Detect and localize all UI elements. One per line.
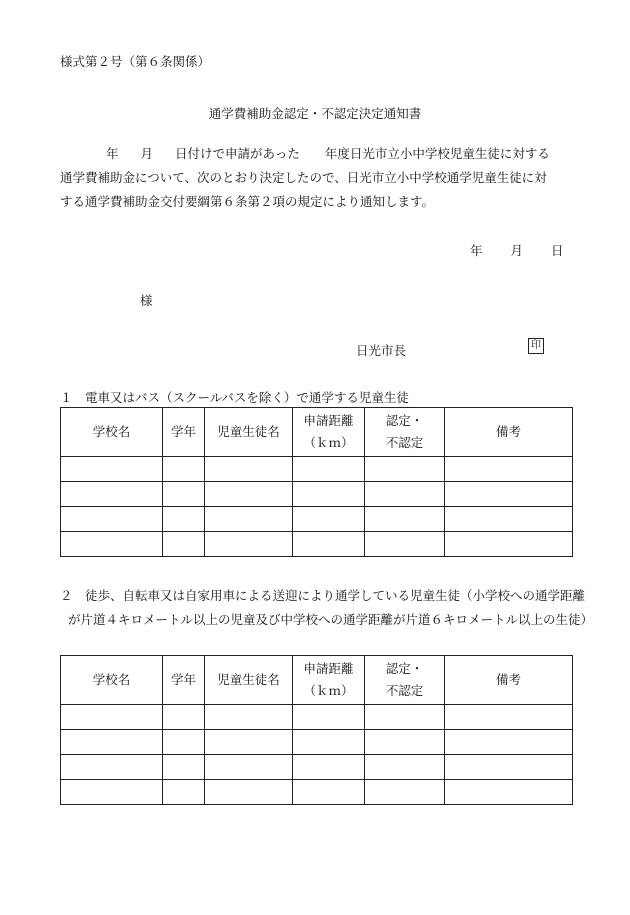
cell[interactable] <box>61 457 163 482</box>
cell[interactable] <box>163 457 205 482</box>
cell[interactable] <box>365 507 445 532</box>
header-grade: 学年 <box>163 408 205 457</box>
document-title: 通学費補助金認定・不認定決定通知書 <box>208 106 422 121</box>
body-line-2: 通学費補助金について、次のとおり決定したので、日光市立小中学校通学児童生徒に対 <box>60 170 547 185</box>
date-year: 年 <box>470 243 483 258</box>
cell[interactable] <box>365 532 445 557</box>
body-year-label: 年 <box>106 146 119 161</box>
cell[interactable] <box>61 730 163 755</box>
header-distance-line2: （ｋｍ） <box>303 435 354 450</box>
cell[interactable] <box>61 755 163 780</box>
cell[interactable] <box>293 482 365 507</box>
date-day: 日 <box>551 243 564 258</box>
cell[interactable] <box>293 780 365 805</box>
cell[interactable] <box>61 532 163 557</box>
section-2-heading: ２ 徒歩、自転車又は自家用車による送迎により通学している児童生徒（小学校への通学距離が片道４キロメートル以上の児童及び中学校への通学距離が片道６キロメートル以上の生徒） <box>60 588 594 627</box>
body-line-1-text: 日付けで申請があった 年度日光市立小中学校児童生徒に対する <box>175 146 550 161</box>
cell[interactable] <box>365 730 445 755</box>
form-number: 様式第２号（第６条関係） <box>60 54 211 69</box>
cell[interactable] <box>445 532 573 557</box>
header-remarks: 備考 <box>445 656 573 705</box>
table-row <box>61 482 573 507</box>
cell[interactable] <box>365 705 445 730</box>
cell[interactable] <box>205 705 293 730</box>
body-line-1 <box>60 142 580 166</box>
cell[interactable] <box>365 755 445 780</box>
cell[interactable] <box>445 457 573 482</box>
cell[interactable] <box>293 457 365 482</box>
cell[interactable] <box>163 507 205 532</box>
cell[interactable] <box>445 507 573 532</box>
header-distance-line1: 申請距離 <box>303 413 354 428</box>
cell[interactable] <box>293 705 365 730</box>
header-grade: 学年 <box>163 656 205 705</box>
body-text <box>60 142 580 214</box>
header-distance-line1: 申請距離 <box>303 661 354 676</box>
body-line-3: する通学費補助金交付要綱第６条第２項の規定により通知します。 <box>60 194 435 209</box>
cell[interactable] <box>61 507 163 532</box>
header-distance <box>293 656 365 705</box>
cell[interactable] <box>205 730 293 755</box>
cell[interactable] <box>163 730 205 755</box>
table-row <box>61 457 573 482</box>
cell[interactable] <box>205 780 293 805</box>
cell[interactable] <box>163 705 205 730</box>
cell[interactable] <box>445 482 573 507</box>
header-distance <box>293 408 365 457</box>
header-distance-line2: （ｋｍ） <box>303 683 354 698</box>
cell[interactable] <box>163 755 205 780</box>
cell[interactable] <box>293 755 365 780</box>
cell[interactable] <box>445 705 573 730</box>
cell[interactable] <box>293 730 365 755</box>
seal-mark: 印 <box>528 338 544 354</box>
header-approval <box>365 656 445 705</box>
issuer-name: 日光市長 <box>356 343 407 358</box>
cell[interactable] <box>293 507 365 532</box>
section-1-table <box>60 407 573 557</box>
table-row <box>61 532 573 557</box>
header-approval-line2: 不認定 <box>385 435 424 450</box>
body-month-label: 月 <box>140 146 154 161</box>
table-row <box>61 507 573 532</box>
section-1-heading: １ 電車又はバス（スクールバスを除く）で通学する児童生徒 <box>60 390 409 405</box>
table-header-row <box>61 656 573 705</box>
header-remarks: 備考 <box>445 408 573 457</box>
cell[interactable] <box>445 755 573 780</box>
header-approval-line2: 不認定 <box>385 683 424 698</box>
cell[interactable] <box>205 507 293 532</box>
header-student: 児童生徒名 <box>205 408 293 457</box>
cell[interactable] <box>163 532 205 557</box>
cell[interactable] <box>293 532 365 557</box>
cell[interactable] <box>163 482 205 507</box>
cell[interactable] <box>205 482 293 507</box>
table-row <box>61 730 573 755</box>
cell[interactable] <box>61 705 163 730</box>
header-school: 学校名 <box>61 656 163 705</box>
date-line <box>470 241 564 259</box>
recipient-suffix: 様 <box>140 293 153 308</box>
cell[interactable] <box>365 457 445 482</box>
cell[interactable] <box>365 482 445 507</box>
cell[interactable] <box>61 482 163 507</box>
table-row <box>61 755 573 780</box>
cell[interactable] <box>365 780 445 805</box>
cell[interactable] <box>163 780 205 805</box>
cell[interactable] <box>205 532 293 557</box>
cell[interactable] <box>445 730 573 755</box>
cell[interactable] <box>205 755 293 780</box>
table-header-row <box>61 408 573 457</box>
date-month: 月 <box>510 243 524 258</box>
header-student: 児童生徒名 <box>205 656 293 705</box>
header-approval-line1: 認定・ <box>385 661 424 676</box>
cell[interactable] <box>205 457 293 482</box>
header-school: 学校名 <box>61 408 163 457</box>
header-approval <box>365 408 445 457</box>
section-2-table <box>60 655 573 805</box>
cell[interactable] <box>445 780 573 805</box>
table-row <box>61 705 573 730</box>
cell[interactable] <box>61 780 163 805</box>
table-row <box>61 780 573 805</box>
header-approval-line1: 認定・ <box>385 413 424 428</box>
